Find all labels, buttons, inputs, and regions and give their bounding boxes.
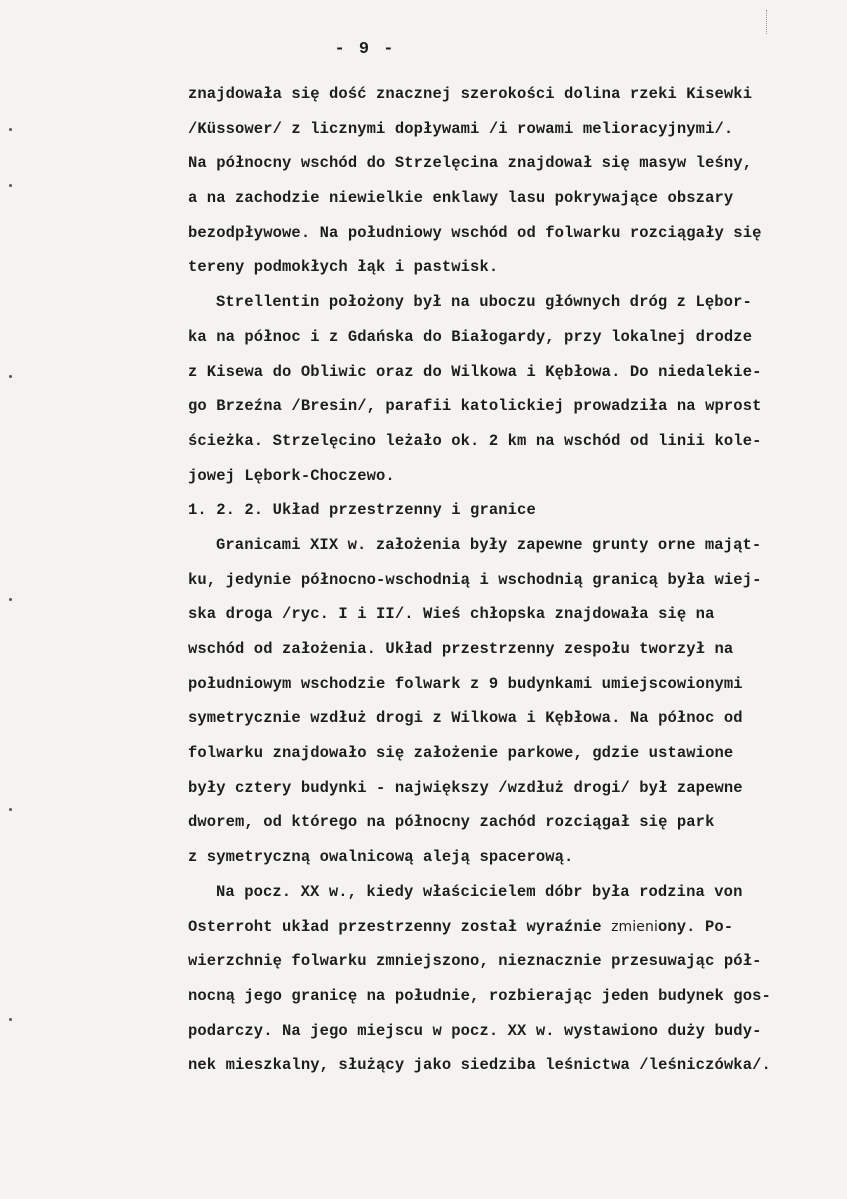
text-line: wschód od założenia. Układ przestrzenny zespołu tworzył na	[188, 640, 734, 658]
scan-edge-mark	[766, 10, 775, 34]
text-segment: ony. Po-	[657, 917, 734, 936]
text-line: tereny podmokłych łąk i pastwisk.	[188, 258, 499, 277]
text-line: wierzchnię folwarku zmniejszono, nieznacznie przesuwając pół-	[188, 952, 762, 971]
text-line: bezodpływowe. Na południowy wschód od folwarku rozciągały się	[188, 223, 762, 242]
text-line: ku, jedynie północno-wschodnią i wschodnią granicą była wiej-	[188, 570, 762, 589]
text-line: symetrycznie wzdłuż drogi z Wilkowa i Kębłowa. Na północ od	[188, 709, 743, 728]
text-line: Granicami XIX w. założenia były zapewne grunty orne mająt-	[216, 535, 762, 554]
text-line: Strellentin położony był na uboczu głównych dróg z Lębor-	[216, 293, 752, 312]
text-line: ścieżka. Strzelęcino leżało ok. 2 km na wschód od linii kole-	[188, 431, 762, 450]
text-line: południowym wschodzie folwark z 9 budynkami umiejscowionymi	[188, 674, 743, 693]
margin-dot	[9, 808, 12, 811]
text-line: go Brzeźna /Bresin/, parafii katolickiej prowadziła na wprost	[188, 397, 762, 416]
text-line: z Kisewa do Obliwic oraz do Wilkowa i Kębłowa. Do niedalekie-	[188, 362, 762, 381]
text-segment: Osterroht układ przestrzenny został wyraźnie	[188, 917, 612, 936]
text-line: nek mieszkalny, służący jako siedziba leśnictwa /leśniczówka/.	[188, 1056, 771, 1075]
text-line: folwarku znajdowało się założenie parkowe, gdzie ustawione	[188, 744, 734, 763]
text-line-with-correction	[188, 910, 843, 945]
text-line: /Küssower/ z licznymi dopływami /i rowami melioracyjnymi/.	[188, 119, 734, 138]
margin-dot	[9, 184, 12, 187]
text-line: dworem, od którego na północny zachód rozciągał się park	[188, 813, 715, 832]
text-line: a na zachodzie niewielkie enklawy lasu pokrywające obszary	[188, 189, 734, 208]
text-line: jowej Lębork-Choczewo.	[188, 466, 395, 485]
text-line: znajdowała się dość znacznej szerokości dolina rzeki Kisewki	[188, 85, 753, 103]
page-number: - 9 -	[334, 40, 396, 59]
margin-dot	[9, 598, 12, 601]
text-line: Na północny wschód do Strzelęcina znajdował się masyw leśny,	[188, 154, 753, 173]
margin-dot	[9, 1018, 12, 1021]
margin-dot	[9, 128, 12, 131]
text-line: ska droga /ryc. I i II/. Wieś chłopska znajdowała się na	[188, 605, 715, 624]
text-line: z symetryczną owalnicową aleją spacerową.	[188, 848, 574, 867]
text-line: nocną jego granicę na południe, rozbierając jeden budynek gos-	[188, 986, 771, 1005]
margin-dot	[9, 375, 12, 378]
section-heading: 1. 2. 2. Układ przestrzenny i granice	[188, 501, 536, 520]
handwritten-correction: zmieni	[611, 918, 658, 935]
body-text	[188, 77, 843, 1083]
text-line: Na pocz. XX w., kiedy właścicielem dóbr była rodzina von	[216, 882, 743, 901]
text-line: były cztery budynki - największy /wzdłuż drogi/ był zapewne	[188, 778, 743, 797]
text-line: ka na północ i z Gdańska do Białogardy, przy lokalnej drodze	[188, 327, 753, 346]
text-line: podarczy. Na jego miejscu w pocz. XX w. wystawiono duży budy-	[188, 1021, 762, 1040]
